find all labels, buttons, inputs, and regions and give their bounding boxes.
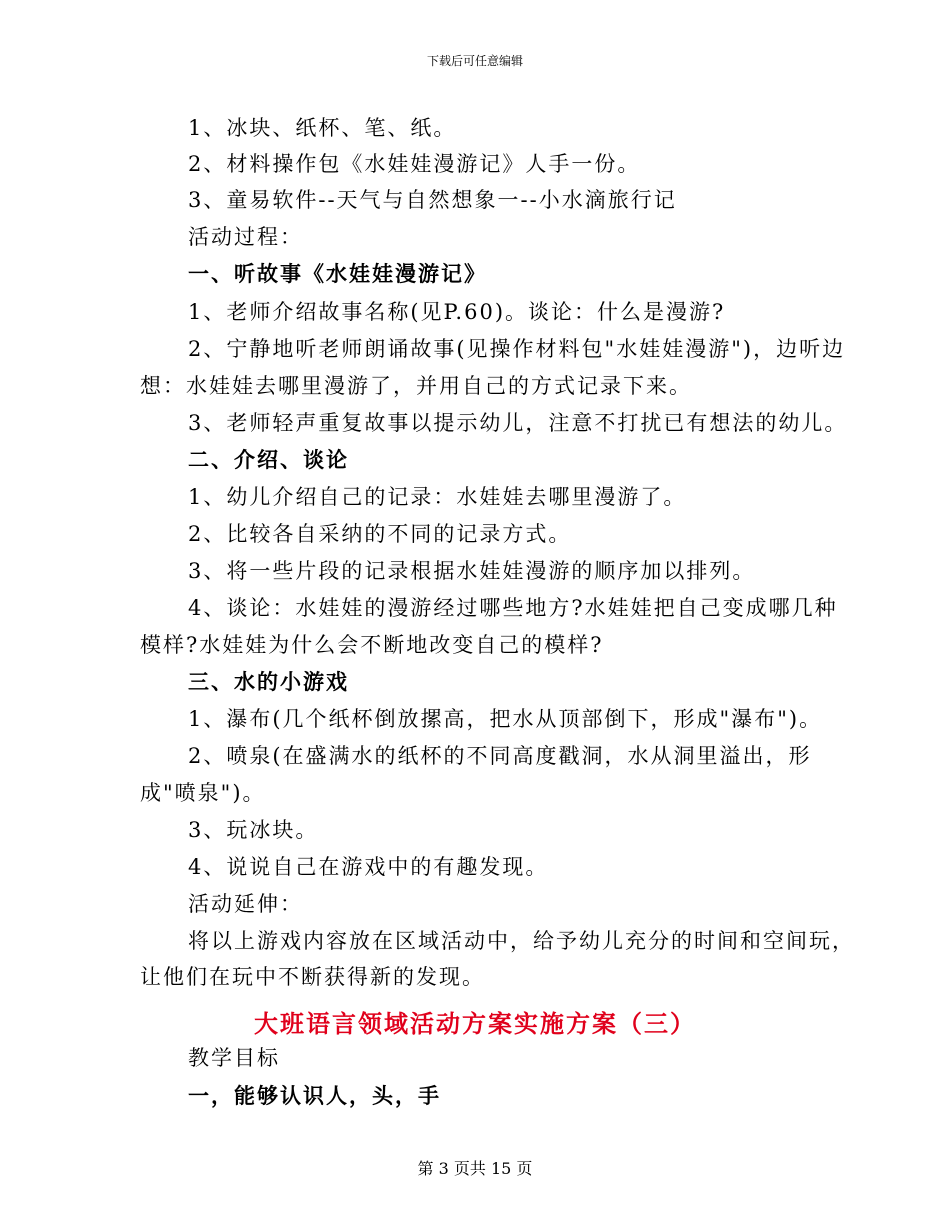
extension-title: 活动延伸：: [188, 892, 303, 916]
section-2-item-3: 3、将一些片段的记录根据水娃娃漫游的顺序加以排列。: [188, 559, 756, 583]
section-3-item-4: 4、说说自己在游戏中的有趣发现。: [188, 855, 549, 879]
goal-item-1: 一，能够认识人，头，手: [188, 1083, 441, 1108]
process-title: 活动过程：: [188, 225, 303, 249]
material-item-1: 1、冰块、纸杯、笔、纸。: [188, 116, 457, 140]
section-3-item-2-line-1: 2、喷泉(在盛满水的纸杯的不同高度戳洞，水从洞里溢出，形: [188, 744, 812, 768]
extension-line-2: 让他们在玩中不断获得新的发现。: [140, 965, 485, 989]
section-1-item-1: 1、老师介绍故事名称(见P.60)。谈论：什么是漫游?: [188, 300, 726, 324]
material-item-2: 2、材料操作包《水娃娃漫游记》人手一份。: [188, 152, 641, 176]
section-1-item-2-line-2: 想：水娃娃去哪里漫游了，并用自己的方式记录下来。: [140, 374, 692, 398]
goal-label: 教学目标: [188, 1046, 280, 1070]
page-footer: 第 3 页共 15 页: [417, 1159, 533, 1178]
section-1-item-3: 3、老师轻声重复故事以提示幼儿，注意不打扰已有想法的幼儿。: [188, 411, 848, 435]
section-2-item-4-line-2: 模样?水娃娃为什么会不断地改变自己的模样?: [140, 633, 604, 657]
section-2-item-4-line-1: 4、谈论：水娃娃的漫游经过哪些地方?水娃娃把自己变成哪几种: [188, 596, 838, 620]
section-3-item-3: 3、玩冰块。: [188, 818, 319, 842]
page-header: 下载后可任意编辑: [426, 54, 523, 68]
material-item-3: 3、童易软件--天气与自然想象一--小水滴旅行记: [188, 188, 677, 212]
plan-3-title: 大班语言领域活动方案实施方案（三）: [254, 1009, 696, 1038]
section-1-item-2-line-1: 2、宁静地听老师朗诵故事(见操作材料包"水娃娃漫游")，边听边: [188, 337, 846, 361]
section-2-item-1: 1、幼儿介绍自己的记录：水娃娃去哪里漫游了。: [188, 485, 687, 509]
extension-line-1: 将以上游戏内容放在区域活动中，给予幼儿充分的时间和空间玩，: [188, 929, 855, 953]
section-3-item-1: 1、瀑布(几个纸杯倒放摞高，把水从顶部倒下，形成"瀑布")。: [188, 707, 823, 731]
section-1-heading: 一、听故事《水娃娃漫游记》: [188, 261, 487, 286]
section-3-heading: 三、水的小游戏: [188, 669, 349, 694]
section-2-heading: 二、介绍、谈论: [188, 447, 349, 472]
section-2-item-2: 2、比较各自采纳的不同的记录方式。: [188, 522, 572, 546]
section-3-item-2-line-2: 成"喷泉")。: [140, 781, 266, 805]
